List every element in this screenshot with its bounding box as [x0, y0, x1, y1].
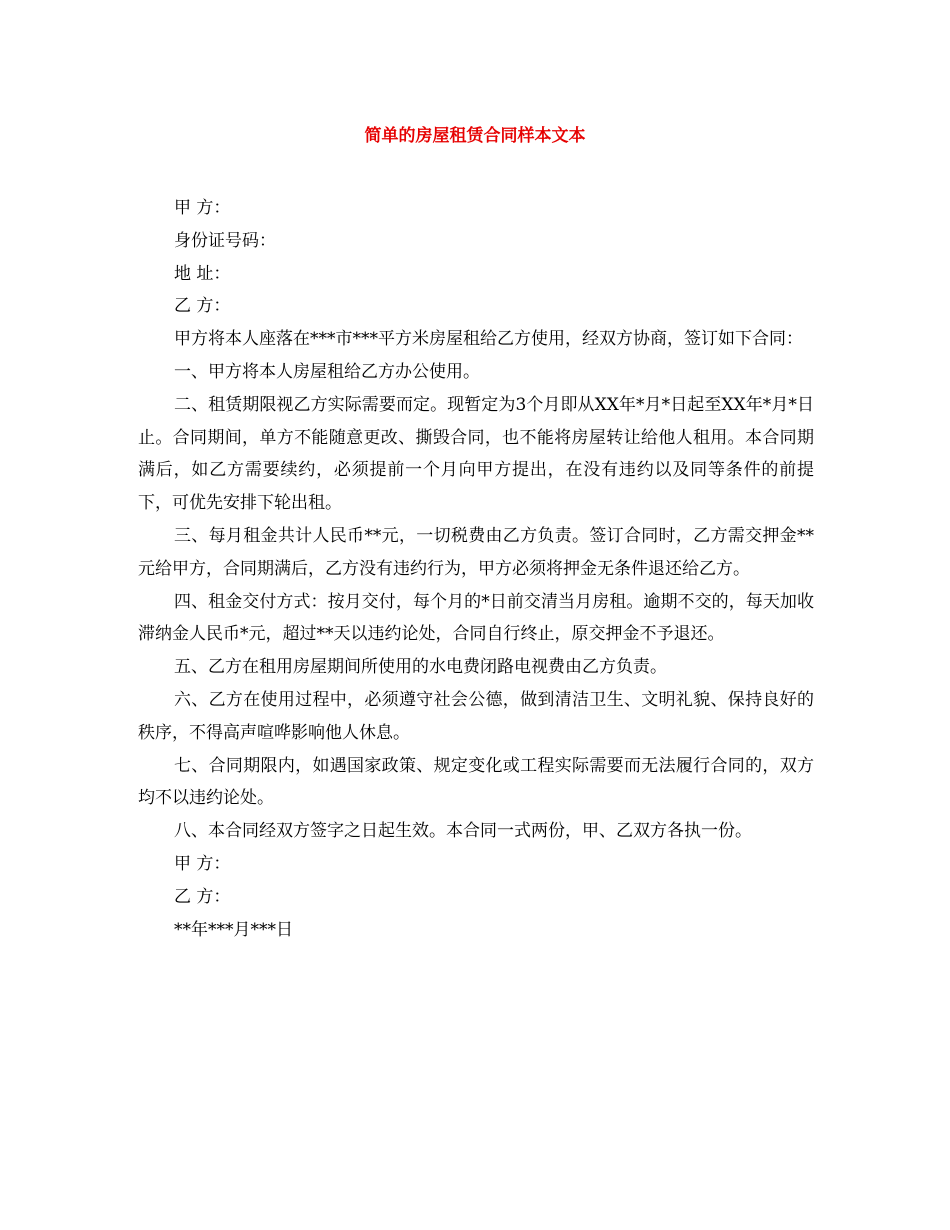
document-title: 简单的房屋租赁合同样本文本 [364, 126, 586, 146]
clause-5: 五、乙方在租用房屋期间所使用的水电费闭路电视费由乙方负责。 [174, 657, 667, 678]
clause-2: 二、租赁期限视乙方实际需要而定。现暂定为3个月即从XX年*月*日起至XX年*月*日止。合同期间，单方不能随意更改、撕毁合同，也不能将房屋转让给他人租用。本合同期满后，如乙方需要续约，必须提前一个月向甲方提出，在没有违约以及同等条件的前提下，可优先安排下轮出租。 [138, 394, 814, 514]
signature-party-a: 甲 方： [174, 853, 231, 874]
party-b-label: 乙 方： [174, 296, 231, 317]
clause-8: 八、本合同经双方签字之日起生效。本合同一式两份，甲、乙双方各执一份。 [174, 821, 752, 842]
clause-4: 四、租金交付方式：按月交付，每个月的*日前交清当月房租。逾期不交的，每天加收滞纳金人民币*元，超过**天以违约论处，合同自行终止，原交押金不予退还。 [138, 591, 814, 645]
intro-paragraph: 甲方将本人座落在***市***平方米房屋租给乙方使用，经双方协商，签订如下合同： [174, 329, 803, 350]
clause-7: 七、合同期限内，如遇国家政策、规定变化或工程实际需要而无法履行合同的，双方均不以违约论处。 [138, 755, 814, 809]
document-body [138, 192, 814, 946]
clause-1: 一、甲方将本人房屋租给乙方办公使用。 [174, 361, 480, 382]
party-a-label: 甲 方： [174, 198, 231, 218]
clause-3: 三、每月租金共计人民币**元，一切税费由乙方负责。签订合同时，乙方需交押金**元给甲方，合同期满后，乙方没有违约行为，甲方必须将押金无条件退还给乙方。 [138, 525, 814, 579]
signature-party-b: 乙 方： [174, 886, 231, 907]
id-number-label: 身份证号码： [174, 230, 276, 251]
address-label: 地 址： [174, 263, 231, 284]
signature-date: **年***月***日 [174, 919, 293, 940]
clause-6: 六、乙方在使用过程中，必须遵守社会公德，做到清洁卫生、文明礼貌、保持良好的秩序，不得高声喧哗影响他人休息。 [138, 689, 814, 743]
